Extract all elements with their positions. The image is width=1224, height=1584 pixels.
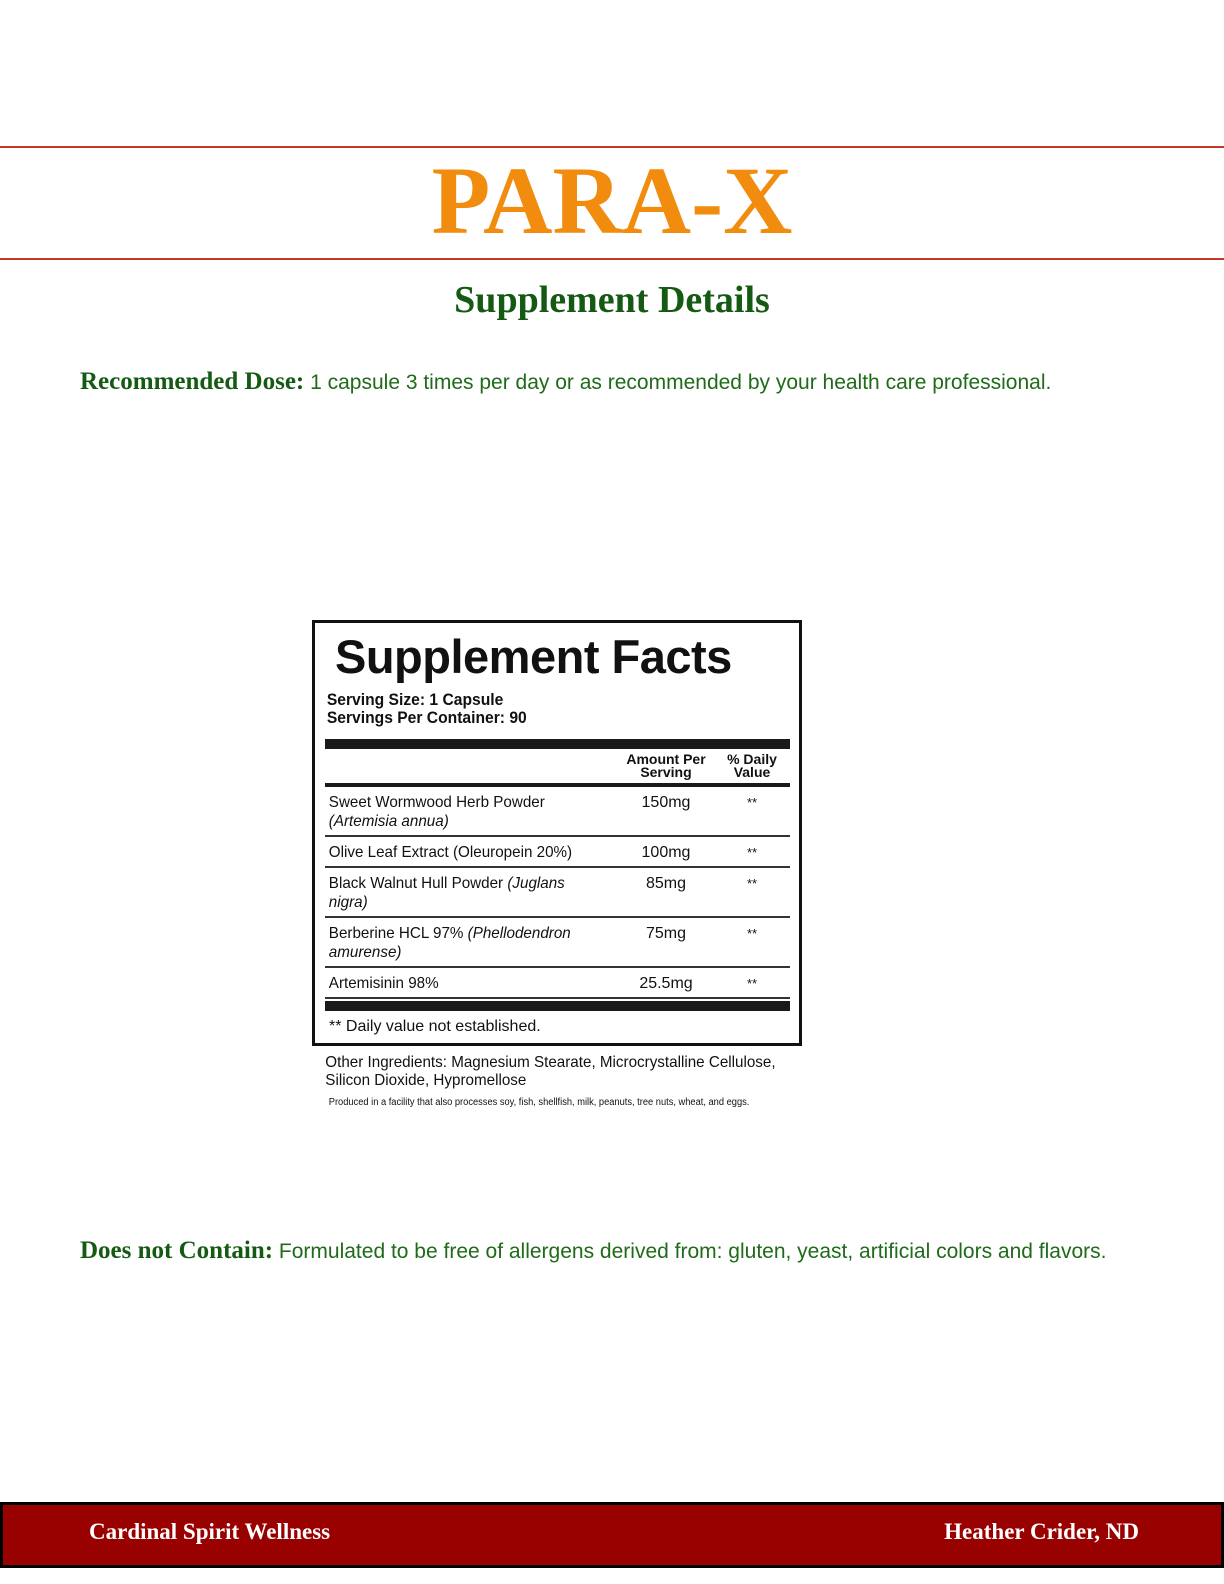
ingredient-amount: 100mg	[641, 844, 691, 861]
amount-header-line1: Amount Per	[626, 751, 706, 767]
ingredient-common-name: Black Walnut Hull Powder	[328, 875, 508, 892]
recommended-dose-text: 1 capsule 3 times per day or as recommended by your health care professional.	[304, 371, 1052, 394]
table-row	[325, 918, 790, 968]
footer-practitioner-name: Heather Crider, ND	[944, 1519, 1139, 1544]
ingredient-amount: 85mg	[645, 875, 687, 892]
ingredient-amount: 150mg	[641, 794, 691, 811]
ingredient-name	[325, 843, 603, 862]
ingredient-dv: **	[746, 976, 758, 991]
does-not-contain-text: Formulated to be free of allergens derived from: gluten, yeast, artificial colors and flavors.	[273, 1240, 1107, 1263]
daily-value-footnote: ** Daily value not established.	[329, 1018, 541, 1035]
ingredient-amount: 25.5mg	[639, 975, 693, 992]
amount-header-line2: Serving	[640, 764, 692, 780]
ingredient-name	[325, 924, 603, 962]
dv-header-line2: Value	[733, 764, 771, 780]
ingredient-common-name: Artemisinin 98%	[328, 975, 439, 992]
facility-note: Produced in a facility that also processes soy, fish, shellfish, milk, peanuts, tree nuts, wheat, and eggs.	[328, 1097, 750, 1108]
ingredient-name	[325, 974, 603, 993]
serving-size: Serving Size: 1 Capsule	[326, 690, 504, 709]
ingredient-column-header	[325, 753, 618, 779]
amount-column-header	[618, 753, 714, 779]
supplement-facts-title: Supplement Facts	[335, 630, 732, 683]
ingredient-dv: **	[746, 845, 758, 860]
thick-divider	[325, 739, 790, 749]
does-not-contain-label: Does not Contain:	[80, 1237, 274, 1264]
footer-bar	[0, 1502, 1224, 1568]
ingredient-common-name: Sweet Wormwood Herb Powder	[328, 794, 545, 811]
ingredient-dv: **	[746, 876, 758, 891]
ingredient-dv: **	[746, 926, 758, 941]
ingredient-common-name: Berberine HCL 97%	[328, 925, 468, 942]
bottom-divider	[0, 258, 1224, 260]
does-not-contain	[80, 1231, 1150, 1271]
recommended-dose-label: Recommended Dose:	[80, 368, 305, 395]
servings-per-container: Servings Per Container: 90	[326, 708, 527, 727]
ingredient-name	[325, 874, 603, 912]
recommended-dose	[80, 362, 1150, 402]
ingredient-latin-name: (Phellodendron amurense)	[328, 925, 571, 961]
dv-header-line1: % Daily	[727, 751, 777, 767]
thick-divider	[325, 1001, 790, 1011]
ingredient-amount: 75mg	[645, 925, 687, 942]
table-row	[325, 968, 790, 999]
other-ingredients: Other Ingredients: Magnesium Stearate, Microcrystalline Cellulose, Silicon Dioxide, Hypromellose	[325, 1054, 776, 1089]
footer-business-name: Cardinal Spirit Wellness	[89, 1519, 331, 1544]
table-row	[325, 868, 790, 918]
section-title: Supplement Details	[454, 279, 770, 321]
ingredient-dv: **	[746, 795, 758, 810]
supplement-facts-box	[312, 620, 802, 1046]
table-header	[325, 749, 790, 787]
table-row	[325, 837, 790, 868]
product-title: PARA-X	[431, 147, 793, 254]
ingredient-latin-name: (Juglans nigra)	[328, 875, 565, 911]
ingredient-latin-name: (Artemisia annua)	[328, 813, 449, 830]
table-row	[325, 787, 790, 837]
ingredient-name	[325, 793, 603, 831]
ingredient-common-name: Olive Leaf Extract (Oleuropein 20%)	[328, 844, 573, 861]
daily-value-column-header	[714, 753, 790, 779]
supplement-facts-panel	[312, 620, 802, 1110]
